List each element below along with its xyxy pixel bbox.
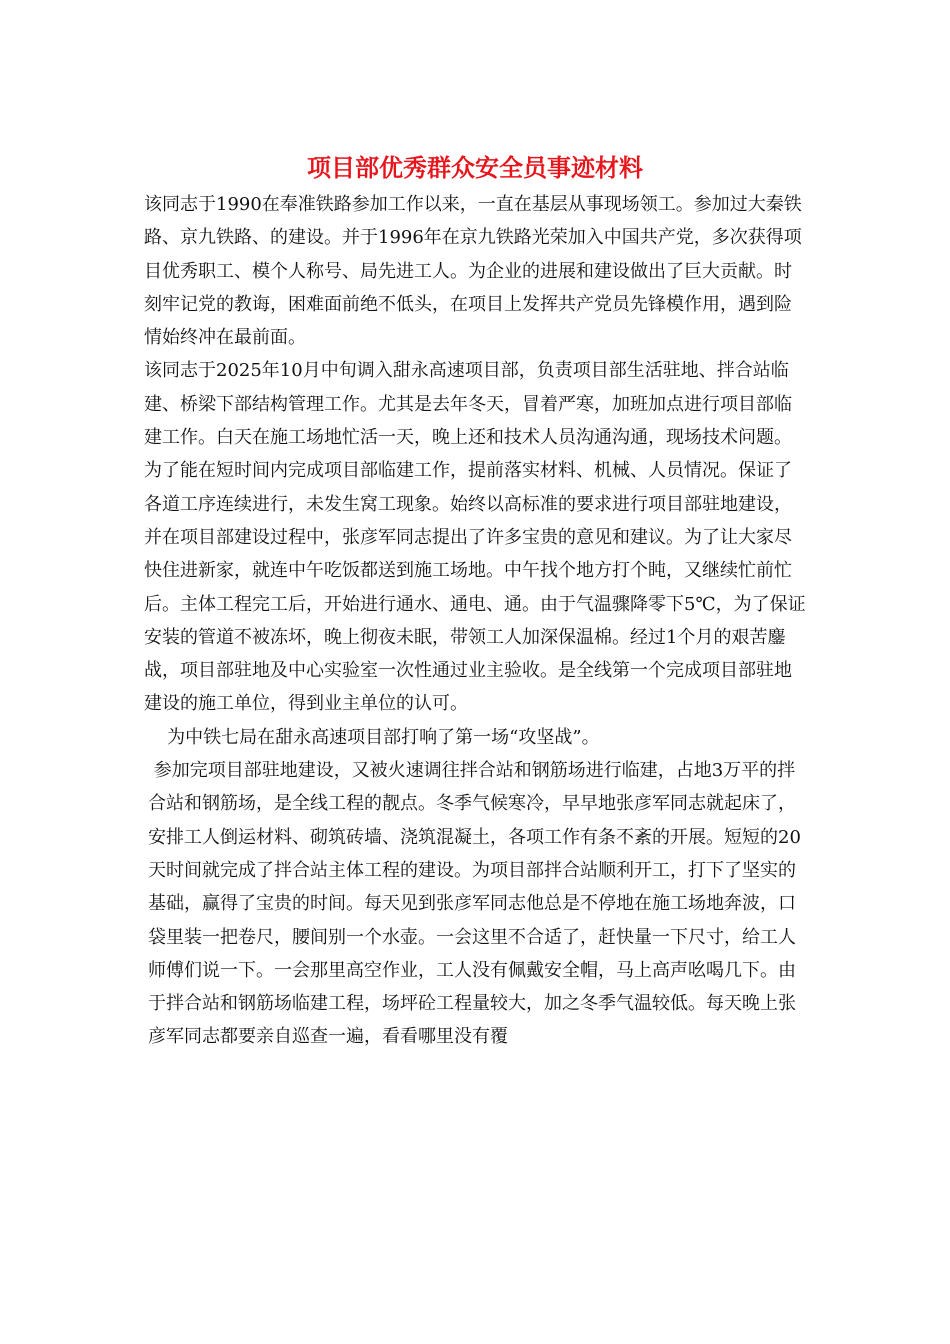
page-title: 项目部优秀群众安全员事迹材料 (307, 153, 643, 182)
paragraph-3-text: 为中铁七局在甜永高速项目部打响了第一场“攻坚战”。 (167, 726, 600, 748)
paragraph-4-text: 参加完项目部驻地建设，又被火速调往拌合站和钢筋场进行临建，占地3万平的拌合站和钢筋场，是全线工程的靓点。冬季气候寒冷，早早地张彦军同志就起床了，安排工人倒运材料、砌筑砖墙、浇筑混凝土，各项工作有条不紊的开展。短短的20天时间就完成了拌合站主体工程的建设。为项目部拌合站顺利开工，打下了坚实的基础，赢得了宝贵的时间。每天见到张彦军同志他总是不停地在施工场地奔波，口袋里装一把卷尺，腰间别一个水壶。一会这里不合适了，赶快量一下尺寸，给工人师傅们说一下。一会那里高空作业，工人没有佩戴安全帽，马上高声吆喝几下。由于拌合站和钢筋场临建工程，场坪砼工程量较大，加之冬季气温较低。每天晚上张彦军同志都要亲自巡查一遍，看看哪里没有覆 (148, 760, 801, 1048)
paragraph-4 (144, 754, 808, 1054)
document-body (144, 188, 808, 1054)
paragraph-1: 该同志于1990在奉准铁路参加工作以来，一直在基层从事现场领工。参加过大秦铁路、京九铁路、的建设。并于1996年在京九铁路光荣加入中国共产党，多次获得项目优秀职工、模个人称号、局先进工人。为企业的进展和建设做出了巨大贡献。时刻牢记党的教诲，困难面前绝不低头，在项目上发挥共产党员先锋模作用，遇到险情始终冲在最前面。 (144, 194, 802, 349)
paragraph-3 (144, 721, 808, 754)
paragraph-2: 该同志于2025年10月中旬调入甜永高速项目部，负责项目部生活驻地、拌合站临建、桥梁下部结构管理工作。尤其是去年冬天，冒着严寒，加班加点进行项目部临建工作。白天在施工场地忙活一天，晚上还和技术人员沟通沟通，现场技术问题。为了能在短时间内完成项目部临建工作，提前落实材料、机械、人员情况。保证了各道工序连续进行，未发生窝工现象。始终以高标准的要求进行项目部驻地建设，并在项目部建设过程中，张彦军同志提出了许多宝贵的意见和建议。为了让大家尽快住进新家，就连中午吃饭都送到施工场地。中午找个地方打个盹，又继续忙前忙后。主体工程完工后，开始进行通水、通电、通。由于气温骤降零下5℃，为了保证安装的管道不被冻坏，晚上彻夜未眠，带领工人加深保温棉。经过1个月的艰苦鏖战，项目部驻地及中心实验室一次性通过业主验收。是全线第一个完成项目部驻地建设的施工单位，得到业主单位的认可。 (144, 360, 806, 715)
